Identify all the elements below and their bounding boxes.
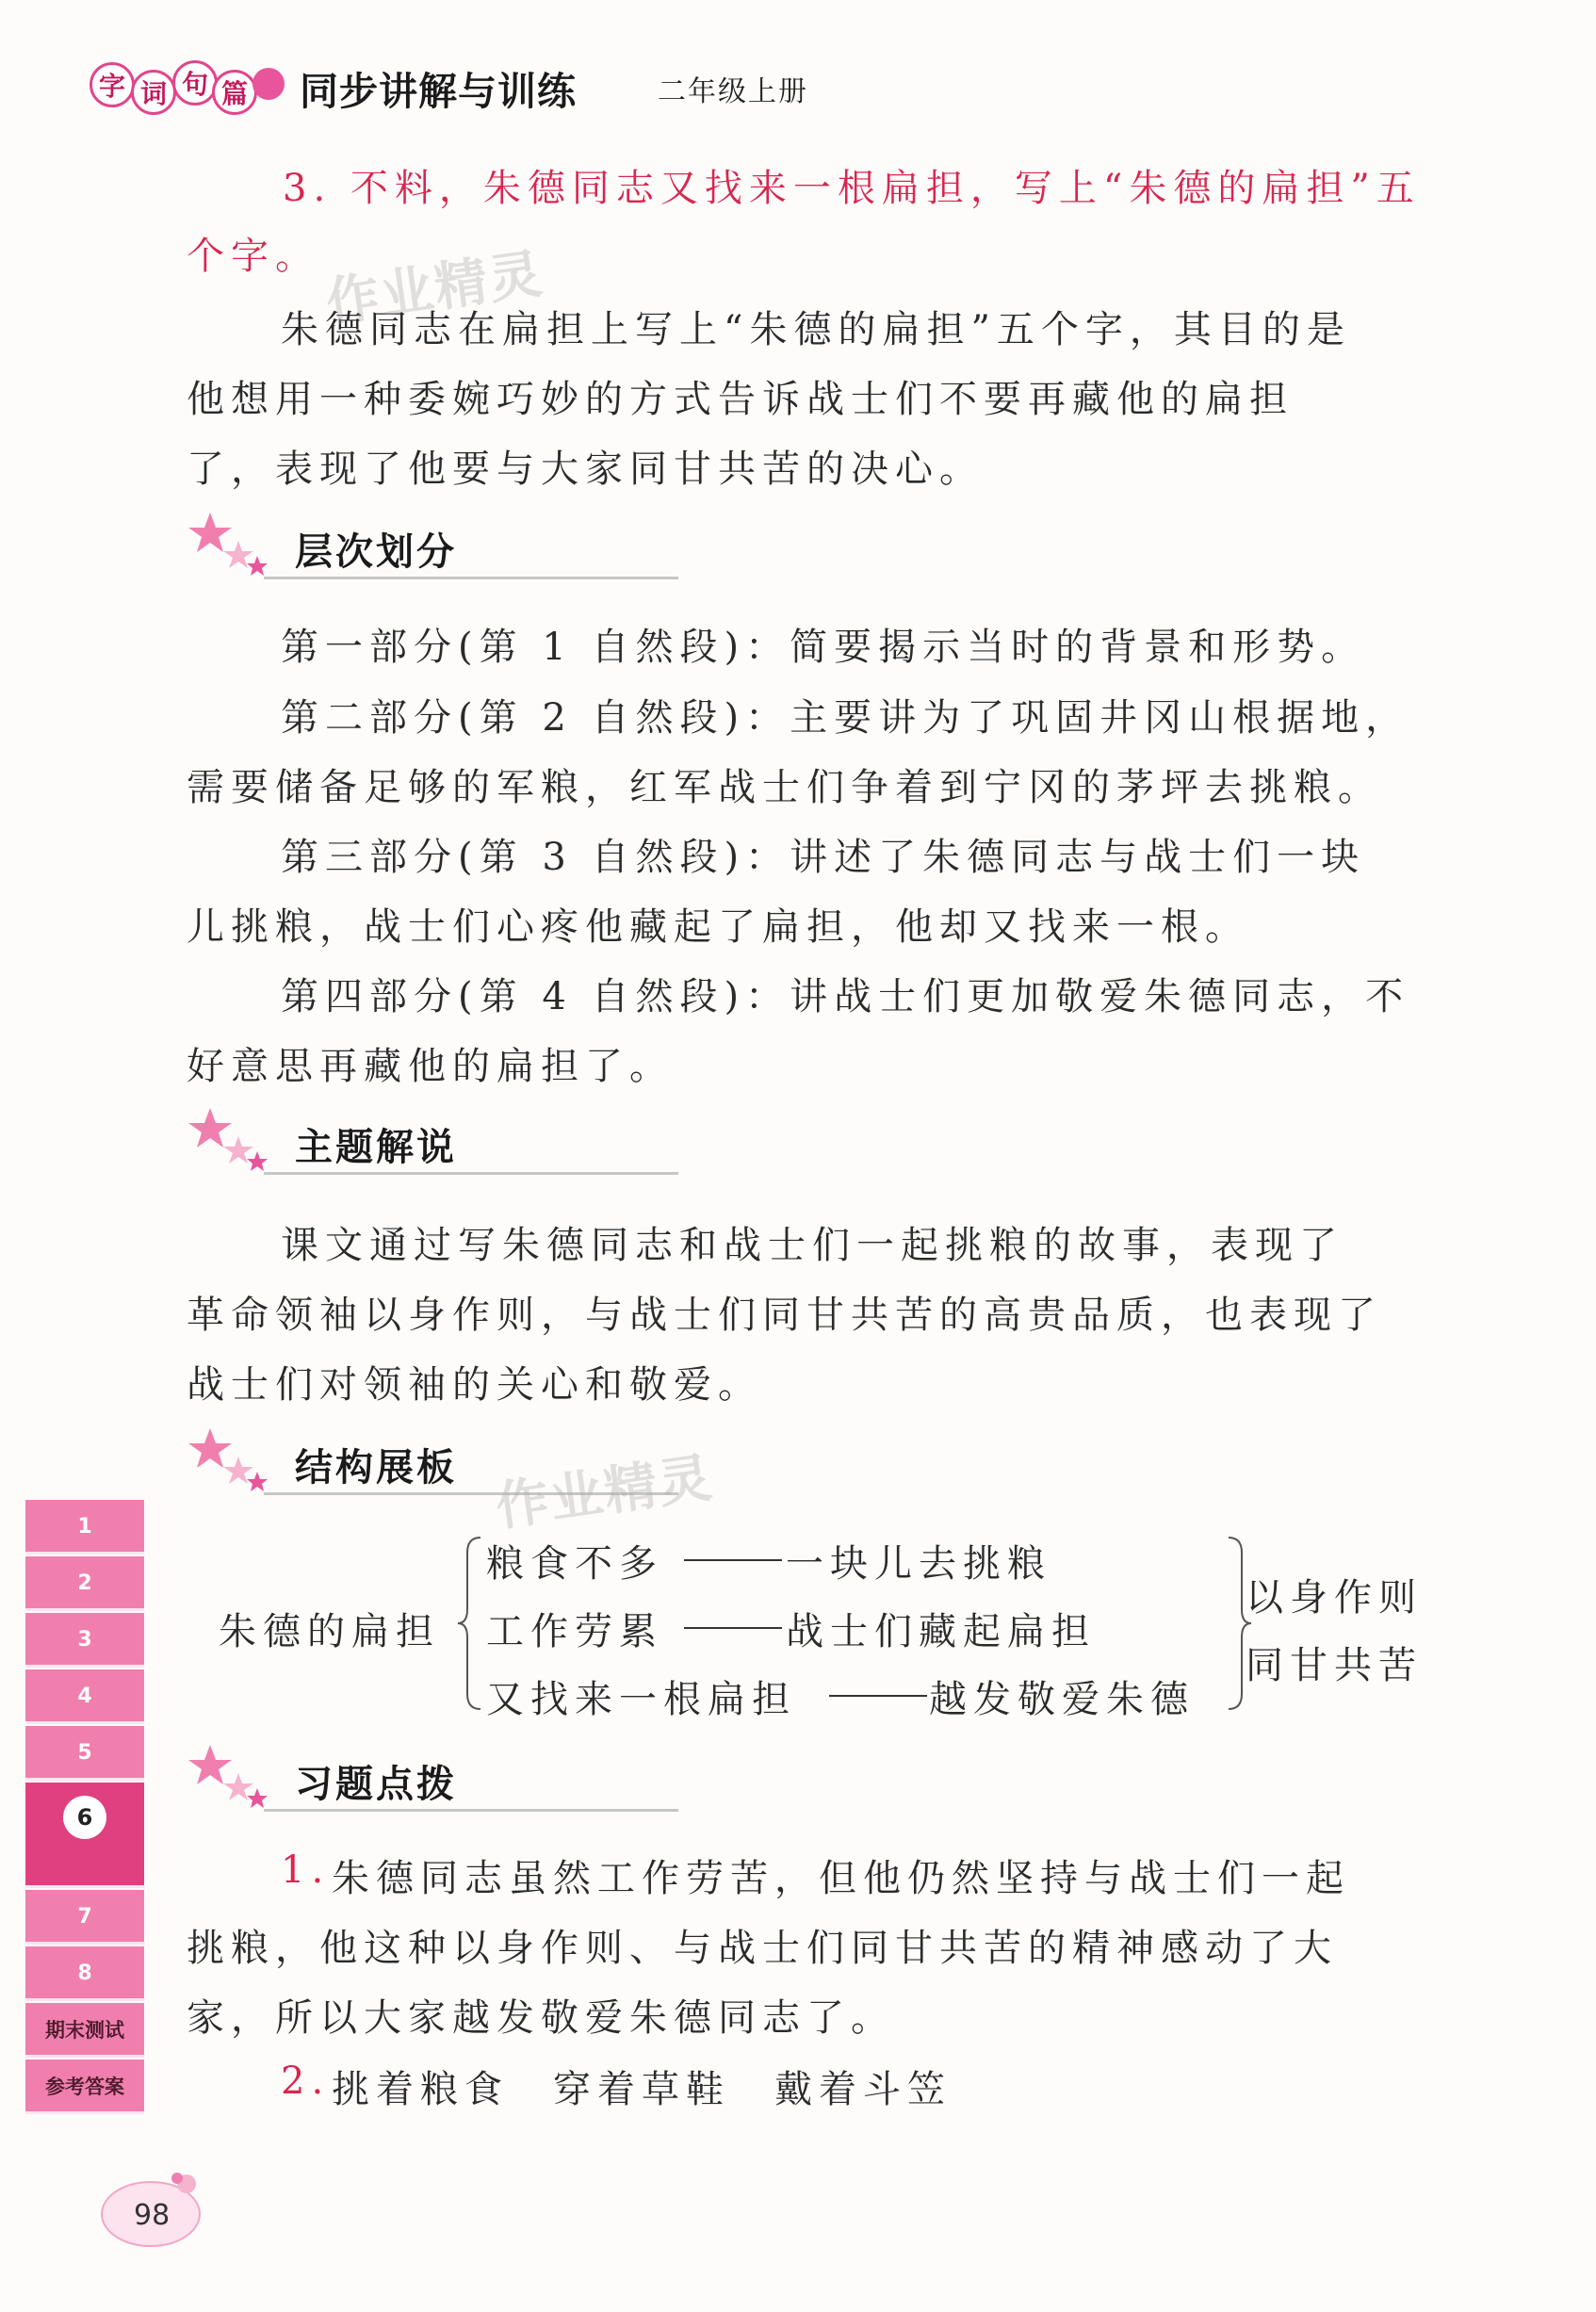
watermark: 作业精灵 (322, 243, 548, 334)
intro-heading: 3. 不料，朱德同志又找来一根扁担，写上“朱德的扁担”五 (283, 167, 1421, 210)
badge-char: 词 (131, 70, 176, 115)
chapter-tab-5[interactable]: 5 (25, 1726, 144, 1781)
chapter-tab-2[interactable]: 2 (25, 1556, 144, 1611)
page-number: 98 (134, 2199, 171, 2232)
exercise-number: 2. (281, 2060, 331, 2103)
structure-root: 朱德的扁担 (219, 1610, 440, 1653)
section-title: 习题点拨 (295, 1763, 457, 1806)
theme-line: 课文通过写朱德同志和战士们一起挑粮的故事，表现了 (281, 1224, 1344, 1267)
section-title: 层次划分 (295, 530, 457, 574)
section-underline (264, 1809, 678, 1812)
theme-line: 战士们对领袖的关心和敬爱。 (187, 1363, 762, 1407)
structure-conclusion: 同甘共苦 (1246, 1644, 1423, 1687)
book-title: 同步讲解与训练 (300, 69, 577, 114)
stars-icon (184, 1425, 278, 1500)
chapter-tab-7[interactable]: 7 (25, 1890, 144, 1945)
left-brace-icon (456, 1534, 484, 1713)
branch-right: 战士们藏起扁担 (786, 1610, 1096, 1653)
intro-text: 朱德同志在扁担上写上“朱德的扁担”五个字，其目的是 (281, 308, 1351, 351)
intro-text: 了，表现了他要与大家同甘共苦的决心。 (187, 448, 984, 491)
section-title: 主题解说 (295, 1126, 457, 1169)
branch-dash (684, 1627, 782, 1629)
chapter-tab-8[interactable]: 8 (25, 1946, 144, 2001)
tab-final-test[interactable]: 期末测试 (25, 2003, 144, 2058)
section-heading-layers (184, 509, 504, 584)
exercise-line: 挑粮，他这种以身作则、与战士们同甘共苦的精神感动了大 (187, 1927, 1338, 1970)
exercise-line: 朱德同志虽然工作劳苦，但他仍然坚持与战士们一起 (332, 1857, 1350, 1900)
section-underline (264, 577, 678, 579)
branch-right: 越发敬爱朱德 (929, 1678, 1195, 1721)
layer-line: 儿挑粮，战士们心疼他藏起了扁担，他却又找来一根。 (187, 905, 1249, 949)
layer-line: 第一部分(第 1 自然段)：简要揭示当时的背景和形势。 (281, 626, 1366, 669)
layer-line: 第四部分(第 4 自然段)：讲战士们更加敬爱朱德同志，不 (281, 975, 1410, 1018)
chapter-tab-1[interactable]: 1 (25, 1500, 144, 1555)
series-badge (90, 57, 278, 113)
branch-dash (829, 1695, 927, 1697)
tab-answers[interactable]: 参考答案 (25, 2060, 144, 2114)
structure-conclusion: 以身作则 (1246, 1576, 1423, 1620)
layer-line: 需要储备足够的军粮，红军战士们争着到宁冈的茅坪去挑粮。 (187, 766, 1382, 809)
section-heading-theme (184, 1104, 504, 1180)
chapter-tab-6[interactable] (25, 1783, 144, 1888)
section-title: 结构展板 (295, 1446, 457, 1490)
exercise-line: 家，所以大家越发敬爱朱德同志了。 (187, 1996, 895, 2040)
branch-dash (684, 1559, 782, 1561)
layer-line: 好意思再藏他的扁担了。 (187, 1045, 674, 1088)
page-number-badge (94, 2167, 207, 2252)
watermark: 作业精灵 (492, 1447, 718, 1539)
branch-left: 粮食不多 (486, 1542, 663, 1586)
branch-right: 一块儿去挑粮 (786, 1542, 1051, 1586)
branch-left: 工作劳累 (486, 1610, 663, 1653)
badge-char: 句 (172, 60, 218, 106)
stars-icon (184, 509, 278, 584)
stars-icon (184, 1741, 278, 1816)
chapter-tab-4[interactable]: 4 (25, 1669, 144, 1724)
branch-left: 又找来一根扁担 (486, 1678, 796, 1721)
exercise-line: 挑着粮食 穿着草鞋 戴着斗笠 (332, 2068, 952, 2111)
section-heading-exercises (184, 1741, 504, 1816)
active-tab-label: 6 (63, 1796, 106, 1839)
header-dot-icon (252, 68, 285, 100)
section-heading-structure (184, 1425, 504, 1500)
theme-line: 革命领袖以身作则，与战士们同甘共苦的高贵品质，也表现了 (187, 1294, 1382, 1337)
layer-line: 第三部分(第 3 自然段)：讲述了朱德同志与战士们一块 (281, 836, 1366, 879)
exercise-number: 1. (281, 1848, 331, 1892)
intro-text: 他想用一种委婉巧妙的方式告诉战士们不要再藏他的扁担 (187, 378, 1294, 421)
stars-icon (184, 1104, 278, 1180)
layer-line: 第二部分(第 2 自然段)：主要讲为了巩固井冈山根据地， (281, 696, 1410, 740)
section-underline (264, 1172, 678, 1175)
badge-char: 篇 (212, 70, 257, 115)
badge-char: 字 (90, 62, 135, 107)
chapter-tab-3[interactable]: 3 (25, 1613, 144, 1668)
book-grade: 二年级上册 (658, 75, 808, 108)
intro-heading-cont: 个字。 (187, 235, 319, 278)
